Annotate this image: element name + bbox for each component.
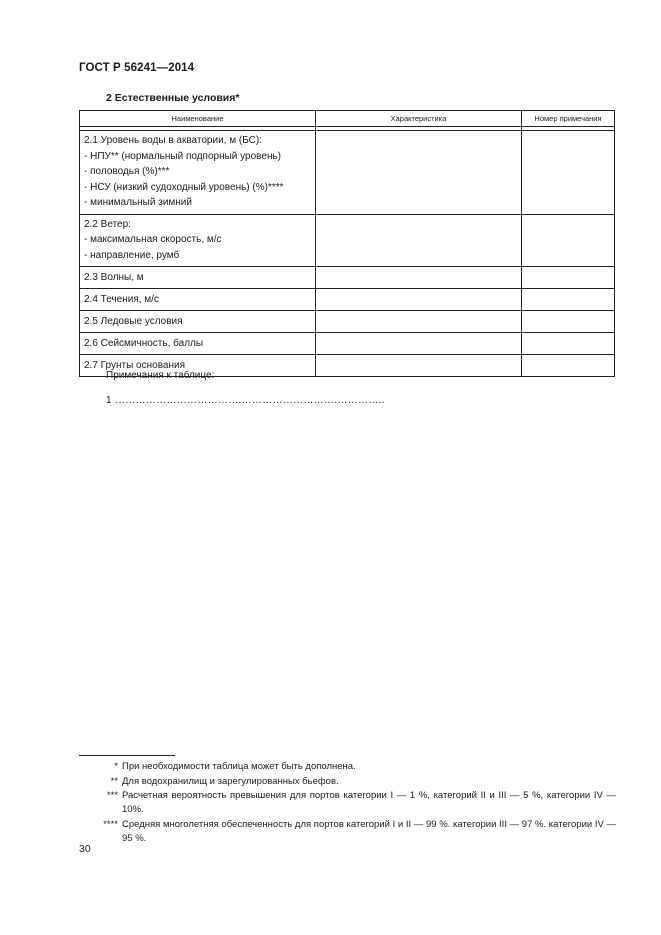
table-cell-line: - минимальный зимний xyxy=(84,197,192,208)
row-name-cell xyxy=(80,214,316,267)
natural-conditions-table xyxy=(79,110,615,377)
note-number-cell xyxy=(522,214,615,267)
table-cell-line: 2.1 Уровень воды в акватории, м (БС): xyxy=(84,135,262,146)
note-number-cell xyxy=(522,267,615,289)
table-cell-line: - половодья (%)*** xyxy=(84,166,170,177)
characteristic-cell xyxy=(316,355,522,377)
row-name-cell xyxy=(80,131,316,215)
table-cell-line: - максимальная скорость, м/с xyxy=(84,234,222,245)
footnote-text: Средняя многолетняя обеспеченность для портов категорий I и II — 99 %. категории III — 97 %. категории IV — 95 %. xyxy=(122,819,616,844)
table-notes-title: Примечания к таблице: xyxy=(106,370,215,381)
row-name-cell: 2.5 Ледовые условия xyxy=(80,311,316,333)
table-row-wind xyxy=(80,214,615,267)
footnote-mark: * xyxy=(114,761,118,772)
column-header-name: Наименование xyxy=(80,111,316,127)
characteristic-cell xyxy=(316,311,522,333)
characteristic-cell xyxy=(316,267,522,289)
table-row-water-level xyxy=(80,131,615,215)
note-number-cell xyxy=(522,355,615,377)
row-name-cell: 2.3 Волны, м xyxy=(80,267,316,289)
footnote-divider xyxy=(79,755,175,756)
characteristic-cell xyxy=(316,214,522,267)
characteristic-cell xyxy=(316,289,522,311)
row-name-cell: 2.6 Сейсмичность, баллы xyxy=(80,333,316,355)
note-number-cell xyxy=(522,289,615,311)
table-cell-line: - НПУ** (нормальный подпорный уровень) xyxy=(84,150,282,162)
footnote-text: Расчетная вероятность превышения для портов категории I — 1 %, категорий II и III — 5 %, категории IV — 10%. xyxy=(122,790,616,815)
table-cell-line: - НСУ (низкий судоходный уровень) (%)**** xyxy=(84,181,284,193)
table-row-ice xyxy=(80,311,615,333)
section-title: 2 Естественные условия* xyxy=(106,92,240,104)
table-row-currents xyxy=(80,289,615,311)
footnote-text: Для водохранилищ и зарегулированных бьефов. xyxy=(122,776,339,787)
footnote-mark: *** xyxy=(106,790,118,801)
table-note-item: 1 ……………………………….…………………….…………….. xyxy=(106,395,385,406)
footnote-text: При необходимости таблица может быть дополнена. xyxy=(122,761,356,772)
column-header-characteristic: Характеристика xyxy=(316,111,522,127)
note-number-cell xyxy=(522,131,615,215)
footnote-mark: **** xyxy=(103,819,118,830)
characteristic-cell xyxy=(316,131,522,215)
table-row-waves xyxy=(80,267,615,289)
characteristic-cell xyxy=(316,333,522,355)
page-number: 30 xyxy=(79,843,91,855)
table-row-seismicity xyxy=(80,333,615,355)
footnote-mark: ** xyxy=(110,776,118,787)
table-cell-line: 2.2 Ветер: xyxy=(84,218,131,230)
row-name-cell: 2.4 Течения, м/с xyxy=(80,289,316,311)
table-cell-line: - направление, румб xyxy=(84,249,180,261)
column-header-note-number: Номер примечания xyxy=(522,111,615,127)
row-name-cell: 2.7 Грунты основания xyxy=(80,355,316,377)
document-header: ГОСТ Р 56241—2014 xyxy=(79,62,195,74)
note-number-cell xyxy=(522,311,615,333)
note-number-cell xyxy=(522,333,615,355)
